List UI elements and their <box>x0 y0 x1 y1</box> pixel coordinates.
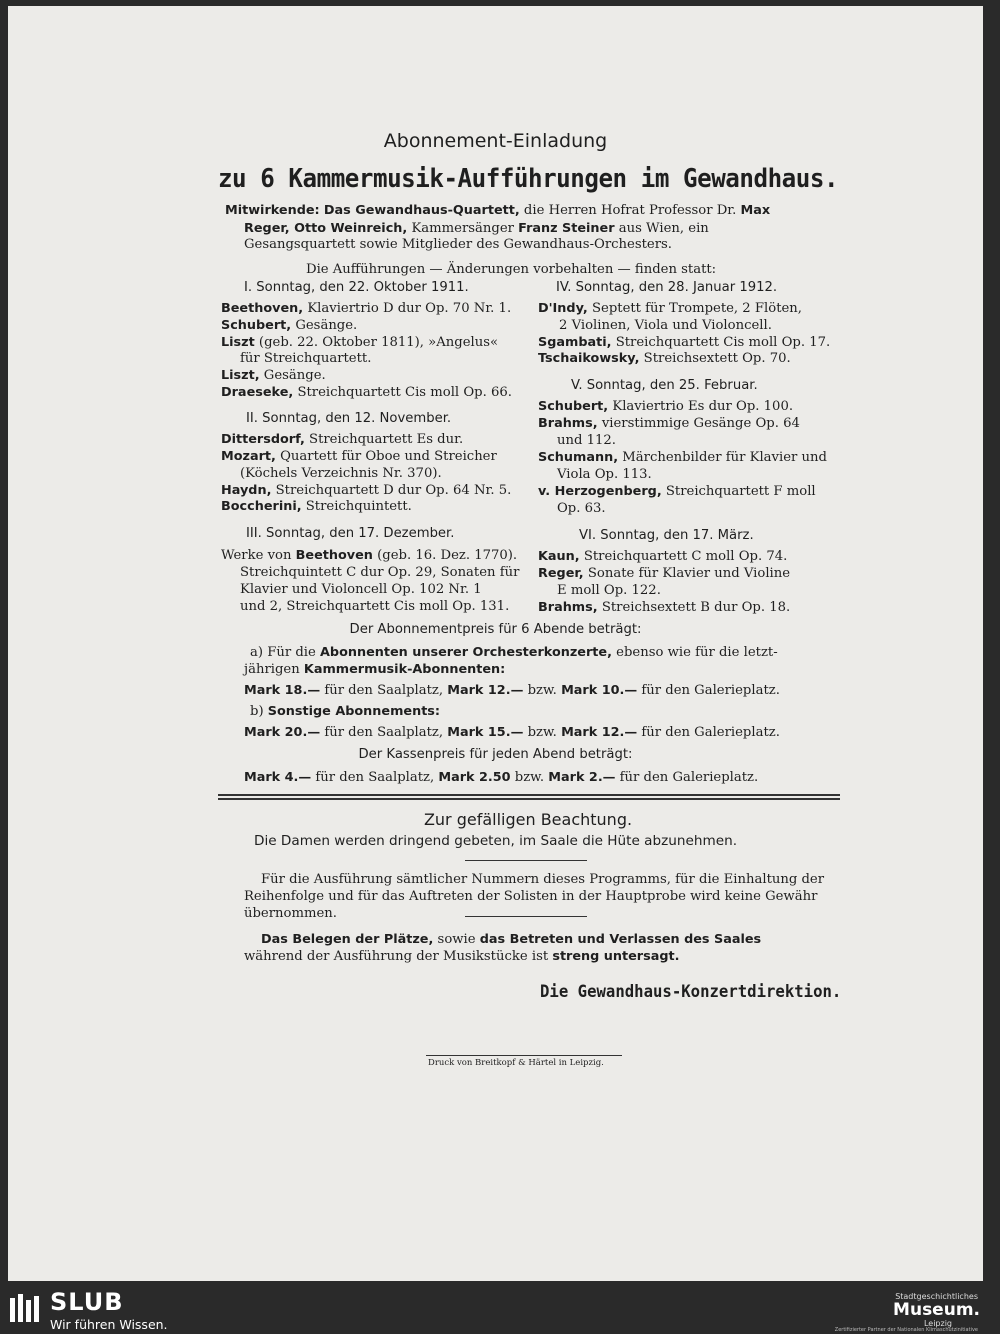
intro-line-2: Reger, Otto Weinreich, Kammersänger Franz Steiner aus Wien, ein <box>244 221 709 236</box>
concert-2-item: Haydn, Streichquartett D dur Op. 64 Nr. 5. <box>221 483 512 498</box>
concert-1-item: für Streichquartett. <box>240 351 372 366</box>
concert-5-heading: V. Sonntag, den 25. Februar. <box>571 378 758 393</box>
concert-4-item: 2 Violinen, Viola und Violoncell. <box>559 318 772 333</box>
museum-city: Leipzig <box>923 1319 952 1328</box>
concert-6-item: Kaun, Streichquartett C moll Op. 74. <box>538 549 788 564</box>
concert-5-item: Op. 63. <box>557 501 606 516</box>
price-a-line-1: a) Für die Abonnenten unserer Orchesterkonzerte, ebenso wie für die letzt- <box>250 645 778 660</box>
notice-hats: Die Damen werden dringend gebeten, im Saale die Hüte abzunehmen. <box>254 833 738 849</box>
concert-1-item: Draeseke, Streichquartett Cis moll Op. 66. <box>221 385 512 400</box>
intro-line-3: Gesangsquartett sowie Mitglieder des Gewandhaus-Orchesters. <box>244 237 672 252</box>
concert-6-item: Reger, Sonate für Klavier und Violine <box>538 566 791 581</box>
document-page <box>8 6 983 1281</box>
concert-2-heading: II. Sonntag, den 12. November. <box>246 411 452 426</box>
concert-4-item: Sgambati, Streichquartett Cis moll Op. 17. <box>538 335 831 350</box>
short-divider <box>465 860 587 861</box>
concert-1-item: Liszt (geb. 22. Oktober 1811), »Angelus« <box>221 335 499 350</box>
double-rule-top <box>218 794 840 796</box>
double-rule-bottom <box>218 798 840 800</box>
price-heading: Der Abonnementpreis für 6 Abende beträgt: <box>349 622 642 637</box>
notice-para-1: übernommen. <box>244 906 337 921</box>
concert-4-heading: IV. Sonntag, den 28. Januar 1912. <box>556 280 778 295</box>
box-office-amounts: Mark 4.— für den Saalplatz, Mark 2.50 bzw. Mark 2.— für den Galerieplatz. <box>244 770 759 785</box>
title-invitation: Abonnement-Einladung <box>383 130 608 152</box>
price-b-line-1: b) Sonstige Abonnements: <box>250 704 441 719</box>
concert-6-item: E moll Op. 122. <box>557 583 661 598</box>
concert-4-item: Tschaikowsky, Streichsextett Op. 70. <box>538 351 791 366</box>
notice-para-1: Für die Ausführung sämtlicher Nummern dieses Programms, für die Einhaltung der <box>261 872 825 887</box>
concert-5-item: Viola Op. 113. <box>557 467 652 482</box>
slub-logo-icon <box>8 1292 44 1326</box>
concert-5-item: Schumann, Märchenbilder für Klavier und <box>538 450 827 465</box>
concert-5-item: Schubert, Klaviertrio Es dur Op. 100. <box>538 399 794 414</box>
museum-certificate: Zertifizierter Partner der Nationalen Klimaschutzinitiative <box>834 1327 978 1333</box>
concert-2-item: Boccherini, Streichquintett. <box>221 499 412 514</box>
concert-3-item: Werke von Beethoven (geb. 16. Dez. 1770). <box>221 548 518 563</box>
concert-2-item: Dittersdorf, Streichquartett Es dur. <box>221 432 464 447</box>
notice-para-2: Das Belegen der Plätze, sowie das Betreten und Verlassen des Saales <box>261 932 762 947</box>
museum-logo[interactable]: Museum. <box>893 1300 980 1320</box>
printer-imprint: Druck von Breitkopf & Härtel in Leipzig. <box>428 1058 604 1068</box>
concert-2-item: Mozart, Quartett für Oboe und Streicher <box>221 449 497 464</box>
concert-3-item: Streichquintett C dur Op. 29, Sonaten für <box>240 565 520 580</box>
title-concerts: zu 6 Kammermusik-Aufführungen im Gewandhaus. <box>217 164 839 194</box>
concert-6-heading: VI. Sonntag, den 17. März. <box>579 528 754 543</box>
concert-5-item: v. Herzogenberg, Streichquartett F moll <box>538 484 816 499</box>
printer-rule <box>426 1055 622 1056</box>
slub-tagline: Wir führen Wissen. <box>50 1317 168 1332</box>
price-b-amounts: Mark 20.— für den Saalplatz, Mark 15.— bzw. Mark 12.— für den Galerieplatz. <box>244 725 780 740</box>
slub-logo-text[interactable]: SLUB <box>50 1288 124 1316</box>
concert-1-item: Liszt, Gesänge. <box>221 368 326 383</box>
concert-6-item: Brahms, Streichsextett B dur Op. 18. <box>538 600 791 615</box>
concert-1-item: Beethoven, Klaviertrio D dur Op. 70 Nr. 1. <box>221 301 512 316</box>
notice-para-1: Reihenfolge und für das Auftreten der Solisten in der Hauptprobe wird keine Gewähr <box>244 889 818 904</box>
museum-label: Stadtgeschichtliches <box>895 1292 978 1301</box>
price-a-line-2: jährigen Kammermusik-Abonnenten: <box>244 662 506 677</box>
notice-heading: Zur gefälligen Beachtung. <box>423 810 633 829</box>
concert-5-item: Brahms, vierstimmige Gesänge Op. 64 <box>538 416 800 431</box>
price-a-amounts: Mark 18.— für den Saalplatz, Mark 12.— bzw. Mark 10.— für den Galerieplatz. <box>244 683 780 698</box>
concert-3-item: und 2, Streichquartett Cis moll Op. 131. <box>240 599 510 614</box>
intro-line-4: Die Aufführungen — Änderungen vorbehalten — finden statt: <box>306 262 717 277</box>
concert-1-item: Schubert, Gesänge. <box>221 318 358 333</box>
notice-para-2: während der Ausführung der Musikstücke ist streng untersagt. <box>244 949 680 964</box>
concert-3-heading: III. Sonntag, den 17. Dezember. <box>246 526 455 541</box>
intro-line-1: Mitwirkende: Das Gewandhaus-Quartett, die Herren Hofrat Professor Dr. Max <box>225 203 771 218</box>
concert-2-item: (Köchels Verzeichnis Nr. 370). <box>240 466 442 481</box>
concert-5-item: und 112. <box>557 433 616 448</box>
short-divider <box>465 916 587 917</box>
concert-1-heading: I. Sonntag, den 22. Oktober 1911. <box>244 280 469 295</box>
concert-3-item: Klavier und Violoncell Op. 102 Nr. 1 <box>240 582 482 597</box>
signature: Die Gewandhaus-Konzertdirektion. <box>540 982 842 1002</box>
box-office-heading: Der Kassenpreis für jeden Abend beträgt: <box>358 747 633 762</box>
concert-4-item: D'Indy, Septett für Trompete, 2 Flöten, <box>538 301 802 316</box>
